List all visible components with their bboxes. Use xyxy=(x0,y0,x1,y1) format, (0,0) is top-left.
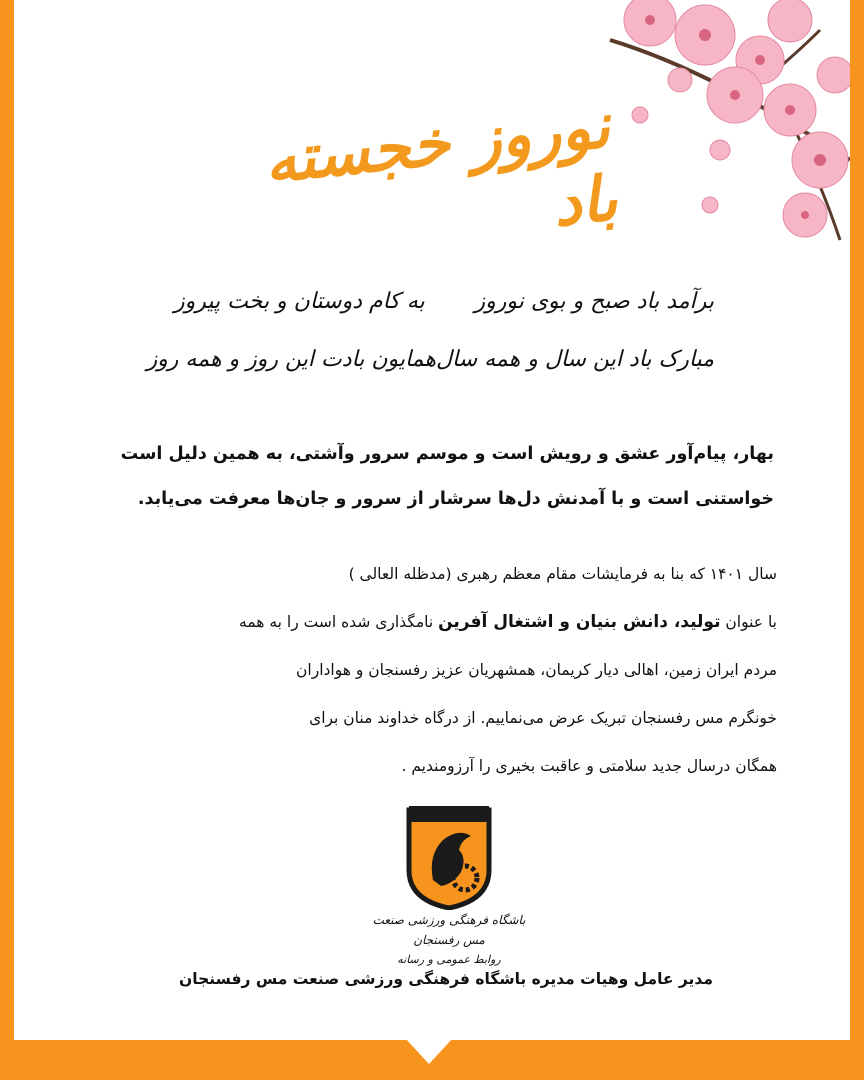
message-text: با عنوان xyxy=(720,613,777,631)
signature: مدیر عامل وهیات مدیره باشگاه فرهنگی ورزشی صنعت مس رفسنجان xyxy=(179,970,713,988)
message-paragraph xyxy=(114,550,777,790)
message-line: مردم ایران زمین، اهالی دیار کریمان، همشهریان عزیز رفسنجان و هواداران xyxy=(296,661,777,679)
poem-verse xyxy=(174,272,714,330)
club-department: روابط عمومی و رسانه xyxy=(397,953,501,966)
message-text: نامگذاری شده است را به همه xyxy=(238,613,439,631)
message-line: خونگرم مس رفسنجان تبریک عرض می‌نماییم. از درگاه خداوند منان برای xyxy=(309,709,777,727)
poem-hemistich: به کام دوستان و بخت پیروز xyxy=(174,288,425,314)
intro-paragraph xyxy=(114,432,774,522)
club-logo xyxy=(403,800,495,910)
message-line: همگان درسال جدید سلامتی و عاقبت بخیری را آرزومندیم . xyxy=(401,757,777,775)
poem xyxy=(146,272,714,388)
club-name-text: باشگاه فرهنگی ورزشی صنعت مس رفسنجان xyxy=(372,913,526,947)
intro-line: بهار، پیام‌آور عشق و رویش است و موسم سرور وآشتی، به همین دلیل است xyxy=(120,444,774,464)
greeting-card xyxy=(14,0,850,1040)
message-line xyxy=(114,598,777,646)
poem-hemistich: مبارک باد این سال و همه سال xyxy=(436,346,714,372)
poem-hemistich: برآمد باد صبح و بوی نوروز xyxy=(474,288,714,314)
year-slogan: تولید، دانش بنیان و اشتغال آفرین xyxy=(438,612,721,632)
intro-line: خواستنی است و با آمدنش دل‌ها سرشار از سرور و جان‌ها معرفت می‌یابد. xyxy=(137,489,774,509)
poem-verse xyxy=(146,330,714,388)
card-notch xyxy=(405,1038,453,1064)
poem-hemistich: همایون بادت این روز و همه روز xyxy=(146,346,436,372)
message-line: سال ۱۴۰۱ که بنا به فرمایشات مقام معظم رهبری (مدظله العالی ) xyxy=(348,565,777,583)
nowruz-calligraphy-title: نوروز خجسته باد xyxy=(260,88,621,241)
club-name xyxy=(364,910,534,970)
